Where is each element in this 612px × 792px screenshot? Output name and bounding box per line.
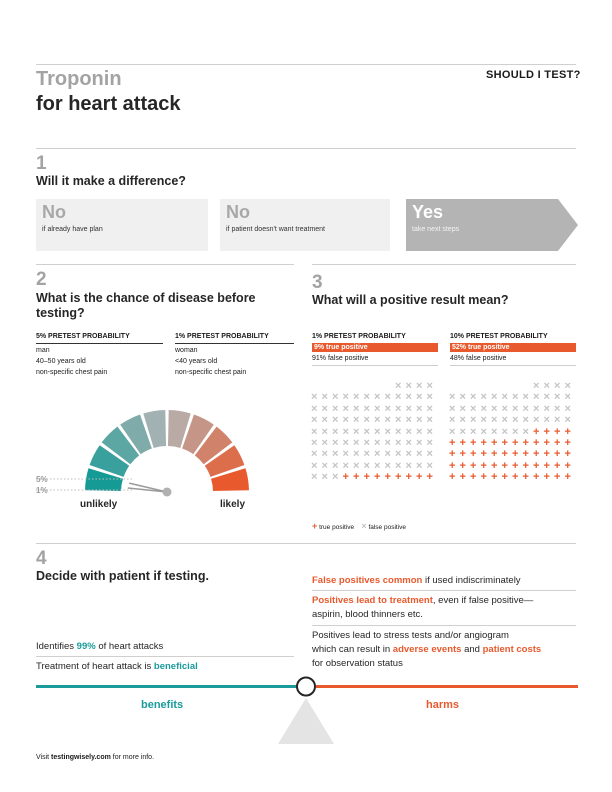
x-icon: × [374, 436, 381, 449]
x-icon: × [342, 459, 349, 472]
section3-rule [312, 264, 576, 265]
title-condition: for heart attack [36, 93, 181, 115]
plus-icon: + [363, 471, 370, 484]
plus-icon: + [491, 436, 498, 449]
x-icon: × [501, 414, 508, 427]
plus-icon: + [512, 448, 519, 461]
balance-pivot [297, 678, 315, 696]
legend-true-label: true positive [319, 524, 355, 531]
x-icon: × [470, 414, 477, 427]
x-icon: × [554, 414, 561, 427]
x-icon: × [480, 425, 487, 438]
harm-text: , even if false positive— [432, 595, 534, 606]
x-icon: × [363, 425, 370, 438]
plus-icon: + [353, 471, 360, 484]
plus-icon: + [533, 436, 540, 449]
x-icon: × [416, 380, 423, 392]
x-icon: × [522, 414, 529, 427]
result-10-title: 10% PRETEST PROBABILITY [450, 333, 548, 340]
x-icon: × [332, 436, 339, 449]
result-10-true-positive: 52% true positive [450, 343, 576, 352]
x-icon: × [311, 448, 318, 461]
balance-scale [36, 676, 578, 748]
x-icon: × [321, 414, 328, 427]
detail-age: <40 years old [175, 358, 218, 365]
legend-false-label: false positive [368, 524, 407, 531]
x-icon: × [321, 436, 328, 449]
benefit-highlight: beneficial [153, 661, 198, 672]
plus-icon: + [342, 471, 349, 484]
x-icon: × [405, 459, 412, 472]
x-icon: × [384, 402, 391, 415]
x-icon: × [449, 425, 456, 438]
plus-icon: + [543, 448, 550, 461]
plus-icon: + [512, 471, 519, 484]
x-icon: × [543, 391, 550, 404]
harm-highlight: Positives lead to treatment [312, 595, 433, 606]
x-icon: × [426, 380, 433, 392]
x-icon: × [321, 402, 328, 415]
section2-heading-line1: What is the chance of disease before [36, 291, 256, 305]
plus-icon: + [501, 436, 508, 449]
x-icon: × [449, 414, 456, 427]
plus-icon: + [543, 436, 550, 449]
plus-icon: + [501, 471, 508, 484]
benefit-treatment [36, 660, 198, 674]
fulcrum-triangle [278, 698, 334, 744]
plus-icon: + [554, 448, 561, 461]
harms-label: harms [426, 699, 460, 711]
result-1-true-positive: 9% true positive [312, 343, 438, 352]
x-icon: × [522, 425, 529, 438]
top-rule [36, 64, 576, 65]
x-icon: × [363, 414, 370, 427]
x-icon: × [416, 414, 423, 427]
plus-icon: + [522, 448, 529, 461]
footer-note [36, 754, 154, 761]
harm-rule [312, 625, 576, 626]
x-icon: × [564, 402, 571, 415]
x-icon: × [416, 425, 423, 438]
benefit-text: of heart attacks [95, 641, 164, 652]
x-icon: × [374, 448, 381, 461]
x-icon: × [361, 521, 367, 531]
plus-icon: + [459, 436, 466, 449]
x-icon: × [311, 459, 318, 472]
plus-icon: + [480, 459, 487, 472]
no-box-treatment [220, 199, 390, 251]
x-icon: × [491, 425, 498, 438]
x-icon: × [321, 391, 328, 404]
gauge-label-1: 1% [36, 486, 48, 495]
x-icon: × [353, 425, 360, 438]
harm-text: aspirin, blood thinners etc. [312, 609, 423, 620]
should-i-test-tag: SHOULD I TEST? [486, 69, 581, 81]
benefit-identifies [36, 640, 163, 654]
no-reason: if patient doesn't want treatment [226, 226, 326, 233]
x-icon: × [374, 391, 381, 404]
x-icon: × [512, 425, 519, 438]
x-icon: × [374, 459, 381, 472]
x-icon: × [543, 414, 550, 427]
x-icon: × [342, 448, 349, 461]
gauge-unlikely-label: unlikely [80, 499, 118, 510]
x-icon: × [426, 436, 433, 449]
x-icon: × [342, 391, 349, 404]
harm-rule [312, 590, 576, 591]
result-10-rule [450, 365, 576, 366]
x-icon: × [395, 414, 402, 427]
harm-stress-tests [312, 629, 541, 671]
plus-icon: + [491, 459, 498, 472]
x-icon: × [554, 402, 561, 415]
x-icon: × [533, 391, 540, 404]
x-icon: × [332, 425, 339, 438]
x-icon: × [533, 380, 540, 392]
detail-sex: woman [175, 347, 198, 354]
x-icon: × [416, 402, 423, 415]
section1-rule [36, 148, 576, 149]
x-icon: × [480, 391, 487, 404]
pretest-1-title: 1% PRETEST PROBABILITY [175, 333, 269, 340]
x-icon: × [321, 448, 328, 461]
x-icon: × [426, 425, 433, 438]
pretest-5-rule [36, 343, 163, 344]
x-icon: × [342, 425, 349, 438]
footer-text: for more info. [110, 754, 155, 761]
x-icon: × [501, 391, 508, 404]
section2-heading-line2: testing? [36, 306, 85, 320]
pretest-1-details [175, 345, 246, 378]
x-icon: × [480, 414, 487, 427]
plus-icon: + [449, 471, 456, 484]
harm-text: which can result in [312, 644, 393, 655]
x-icon: × [363, 448, 370, 461]
x-icon: × [353, 391, 360, 404]
x-icon: × [533, 414, 540, 427]
x-icon: × [543, 380, 550, 392]
x-icon: × [363, 459, 370, 472]
x-icon: × [491, 391, 498, 404]
x-icon: × [491, 402, 498, 415]
harm-text: for observation status [312, 658, 403, 669]
plus-icon: + [554, 436, 561, 449]
x-icon: × [342, 436, 349, 449]
x-icon: × [353, 414, 360, 427]
x-icon: × [311, 391, 318, 404]
plus-icon: + [416, 471, 423, 484]
harm-highlight: patient costs [482, 644, 542, 655]
plus-icon: + [554, 425, 561, 438]
harm-highlight: adverse events [392, 644, 462, 655]
x-icon: × [459, 414, 466, 427]
x-icon: × [501, 425, 508, 438]
plus-icon: + [459, 459, 466, 472]
plus-icon: + [564, 425, 571, 438]
x-icon: × [395, 448, 402, 461]
plus-icon: + [426, 471, 433, 484]
plus-icon: + [501, 448, 508, 461]
x-icon: × [363, 391, 370, 404]
plus-icon: + [522, 471, 529, 484]
section4-rule [36, 543, 576, 544]
x-icon: × [501, 402, 508, 415]
probability-gauge [36, 400, 276, 520]
x-icon: × [459, 425, 466, 438]
x-icon: × [395, 425, 402, 438]
x-icon: × [512, 414, 519, 427]
icon-array-10pct [447, 381, 573, 484]
yes-label: Yes [412, 202, 444, 222]
x-icon: × [564, 380, 571, 392]
x-icon: × [321, 459, 328, 472]
plus-icon: + [543, 471, 550, 484]
x-icon: × [342, 414, 349, 427]
detail-symptom: non-specific chest pain [36, 369, 108, 376]
detail-age: 40–50 years old [36, 358, 86, 365]
plus-icon: + [564, 471, 571, 484]
x-icon: × [363, 402, 370, 415]
gauge-label-5: 5% [36, 475, 48, 484]
plus-icon: + [480, 471, 487, 484]
plus-icon: + [533, 448, 540, 461]
x-icon: × [332, 391, 339, 404]
plus-icon: + [459, 471, 466, 484]
pretest-1-rule [175, 343, 294, 344]
benefits-label: benefits [141, 699, 184, 711]
x-icon: × [405, 380, 412, 392]
plus-icon: + [470, 448, 477, 461]
plus-icon: + [459, 448, 466, 461]
benefits-bar [36, 685, 298, 688]
section2-number: 2 [36, 269, 47, 290]
x-icon: × [395, 402, 402, 415]
plus-icon: + [554, 471, 561, 484]
harm-treatment [312, 594, 533, 622]
x-icon: × [470, 391, 477, 404]
plus-icon: + [533, 425, 540, 438]
x-icon: × [449, 391, 456, 404]
result-1-rule [312, 365, 438, 366]
x-icon: × [470, 425, 477, 438]
result-10-false-positive: 48% false positive [450, 355, 507, 362]
plus-icon: + [533, 471, 540, 484]
x-icon: × [311, 436, 318, 449]
x-icon: × [384, 459, 391, 472]
x-icon: × [522, 391, 529, 404]
x-icon: × [311, 402, 318, 415]
plus-icon: + [405, 471, 412, 484]
plus-icon: + [449, 436, 456, 449]
plus-icon: + [543, 425, 550, 438]
x-icon: × [321, 471, 328, 484]
plus-icon: + [470, 471, 477, 484]
x-icon: × [405, 436, 412, 449]
x-icon: × [332, 448, 339, 461]
section2-rule [36, 264, 294, 265]
plus-icon: + [512, 436, 519, 449]
x-icon: × [363, 436, 370, 449]
harm-highlight: False positives common [312, 575, 423, 586]
yes-arrow-box [406, 199, 578, 251]
harm-text: if used indiscriminately [422, 575, 521, 586]
x-icon: × [395, 391, 402, 404]
x-icon: × [480, 402, 487, 415]
x-icon: × [353, 436, 360, 449]
x-icon: × [426, 414, 433, 427]
x-icon: × [405, 391, 412, 404]
result-1-title: 1% PRETEST PROBABILITY [312, 333, 406, 340]
plus-icon: + [395, 471, 402, 484]
icon-legend [312, 521, 406, 531]
yes-reason: take next steps [412, 226, 460, 233]
x-icon: × [543, 402, 550, 415]
benefit-text: Treatment of heart attack is [36, 661, 154, 672]
x-icon: × [512, 391, 519, 404]
x-icon: × [554, 380, 561, 392]
x-icon: × [311, 471, 318, 484]
no-reason: if already have plan [42, 226, 103, 233]
x-icon: × [405, 425, 412, 438]
x-icon: × [374, 402, 381, 415]
gauge-pivot [163, 488, 172, 497]
plus-icon: + [543, 459, 550, 472]
x-icon: × [554, 391, 561, 404]
x-icon: × [459, 391, 466, 404]
harms-bar [316, 685, 578, 688]
plus-icon: + [522, 459, 529, 472]
gauge-likely-label: likely [220, 499, 246, 510]
plus-icon: + [449, 448, 456, 461]
x-icon: × [564, 414, 571, 427]
x-icon: × [449, 402, 456, 415]
x-icon: × [353, 402, 360, 415]
x-icon: × [522, 402, 529, 415]
section3-number: 3 [312, 272, 323, 293]
website-link[interactable]: testingwisely.com [51, 754, 111, 761]
x-icon: × [512, 402, 519, 415]
x-icon: × [311, 425, 318, 438]
x-icon: × [491, 414, 498, 427]
no-label: No [42, 202, 66, 222]
x-icon: × [332, 414, 339, 427]
x-icon: × [416, 459, 423, 472]
plus-icon: + [384, 471, 391, 484]
benefit-highlight: 99% [76, 641, 96, 652]
x-icon: × [405, 414, 412, 427]
plus-icon: + [533, 459, 540, 472]
x-icon: × [470, 402, 477, 415]
x-icon: × [384, 448, 391, 461]
plus-icon: + [470, 459, 477, 472]
icon-array-1pct [309, 381, 435, 484]
benefit-text: Identifies [36, 641, 77, 652]
x-icon: × [332, 402, 339, 415]
x-icon: × [384, 425, 391, 438]
x-icon: × [533, 402, 540, 415]
x-icon: × [426, 448, 433, 461]
plus-icon: + [491, 471, 498, 484]
x-icon: × [416, 436, 423, 449]
plus-icon: + [491, 448, 498, 461]
footer-text: Visit [36, 754, 52, 761]
section4-number: 4 [36, 548, 47, 569]
harm-text: and [461, 644, 483, 655]
x-icon: × [426, 391, 433, 404]
section1-heading: Will it make a difference? [36, 174, 186, 188]
plus-icon: + [522, 436, 529, 449]
x-icon: × [384, 391, 391, 404]
x-icon: × [395, 380, 402, 392]
x-icon: × [353, 459, 360, 472]
plus-icon: + [564, 459, 571, 472]
result-1-false-positive: 91% false positive [312, 355, 369, 362]
x-icon: × [332, 459, 339, 472]
x-icon: × [426, 402, 433, 415]
detail-symptom: non-specific chest pain [175, 369, 247, 376]
x-icon: × [342, 402, 349, 415]
plus-icon: + [480, 448, 487, 461]
plus-icon: + [512, 459, 519, 472]
x-icon: × [353, 448, 360, 461]
harm-false-positives [312, 574, 521, 588]
x-icon: × [332, 471, 339, 484]
pretest-5-details [36, 345, 107, 378]
x-icon: × [426, 459, 433, 472]
plus-icon: + [312, 521, 318, 531]
plus-icon: + [501, 459, 508, 472]
plus-icon: + [374, 471, 381, 484]
plus-icon: + [554, 459, 561, 472]
x-icon: × [405, 402, 412, 415]
x-icon: × [374, 414, 381, 427]
title-test-name: Troponin [36, 68, 122, 90]
plus-icon: + [564, 448, 571, 461]
x-icon: × [395, 459, 402, 472]
plus-icon: + [449, 459, 456, 472]
section1-number: 1 [36, 153, 47, 174]
plus-icon: + [470, 436, 477, 449]
no-box-plan [36, 199, 208, 251]
benefit-rule [36, 656, 294, 657]
harm-text: Positives lead to stress tests and/or angiogram [312, 630, 509, 641]
x-icon: × [321, 425, 328, 438]
x-icon: × [384, 414, 391, 427]
section3-heading: What will a positive result mean? [312, 293, 509, 307]
x-icon: × [416, 448, 423, 461]
plus-icon: + [480, 436, 487, 449]
x-icon: × [311, 414, 318, 427]
x-icon: × [384, 436, 391, 449]
x-icon: × [416, 391, 423, 404]
x-icon: × [374, 425, 381, 438]
plus-icon: + [564, 436, 571, 449]
x-icon: × [405, 448, 412, 461]
section4-heading: Decide with patient if testing. [36, 569, 209, 583]
x-icon: × [564, 391, 571, 404]
x-icon: × [459, 402, 466, 415]
x-icon: × [395, 436, 402, 449]
detail-sex: man [36, 347, 50, 354]
pretest-5-title: 5% PRETEST PROBABILITY [36, 333, 130, 340]
no-label: No [226, 202, 250, 222]
